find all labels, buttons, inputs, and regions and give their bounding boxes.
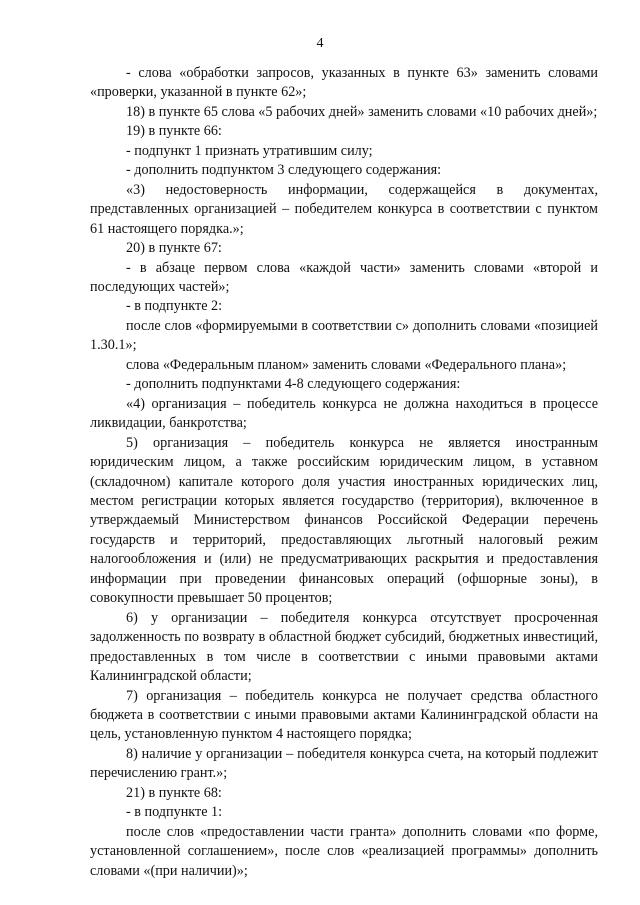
document-body bbox=[90, 64, 598, 881]
paragraph: 8) наличие у организации – победителя конкурса счета, на который подлежит перечислению грант.»; bbox=[90, 745, 598, 782]
paragraph: - в абзаце первом слова «каждой части» заменить словами «второй и последующих частей»; bbox=[90, 259, 598, 295]
paragraph: - дополнить подпунктом 3 следующего содержания: bbox=[126, 162, 442, 179]
paragraph: - в подпункте 2: bbox=[126, 298, 223, 315]
page-number: 4 bbox=[316, 36, 324, 51]
paragraph: «3) недостоверность информации, содержащейся в документах, представленных организацией – победителем конкурса в соответствии с пунктом 61 настоящего порядка.»; bbox=[90, 181, 598, 237]
paragraph: 7) организация – победитель конкурса не получает средства областного бюджета в соответствии с иными правовыми актами Калининградской области на цель, установленную пунктом 4 настоящего порядка; bbox=[90, 687, 598, 743]
paragraph: слова «Федеральным планом» заменить словами «Федерального плана»; bbox=[126, 356, 567, 373]
paragraph: 20) в пункте 67: bbox=[126, 240, 222, 257]
paragraph: - в подпункте 1: bbox=[126, 804, 223, 821]
paragraph: 5) организация – победитель конкурса не является иностранным юридическим лицом, а также российским юридическим лицом, в уставном (складочном) капитале которого доля участия иностранных юридических лиц, местом регистрации которых является государство (территория), включенное в утверждаемый Министерством финансов Российской Федерации перечень государств и территорий, предоставляющих льготный налоговый режим налогообложения и (или) не предусматривающих раскрытия и предоставления информации при проведении финансовых операций (офшорные зоны), в совокупности превышает 50 процентов; bbox=[90, 434, 598, 607]
paragraph: после слов «формируемыми в соответствии с» дополнить словами «позицией 1.30.1»; bbox=[90, 317, 598, 354]
paragraph: 19) в пункте 66: bbox=[126, 123, 222, 140]
paragraph: «4) организация – победитель конкурса не должна находиться в процессе ликвидации, банкротства; bbox=[90, 395, 598, 432]
paragraph: после слов «предоставлении части гранта» дополнить словами «по форме, установленной соглашением», после слов «реализацией программы» дополнить словами «(при наличии)»; bbox=[90, 823, 598, 879]
paragraph: 21) в пункте 68: bbox=[126, 784, 222, 801]
paragraph: - подпункт 1 признать утратившим силу; bbox=[126, 142, 373, 159]
paragraph: - дополнить подпунктами 4-8 следующего содержания: bbox=[126, 376, 461, 393]
paragraph: 6) у организации – победителя конкурса отсутствует просроченная задолженность по возврату в областной бюджет субсидий, бюджетных инвестиций, предоставленных в том числе в соответствии с иными правовыми актами Калининградской области; bbox=[90, 609, 598, 685]
paragraph: 18) в пункте 65 слова «5 рабочих дней» заменить словами «10 рабочих дней»; bbox=[126, 103, 598, 120]
paragraph: - слова «обработки запросов, указанных в пункте 63» заменить словами «проверки, указанной в пункте 62»; bbox=[90, 65, 598, 101]
